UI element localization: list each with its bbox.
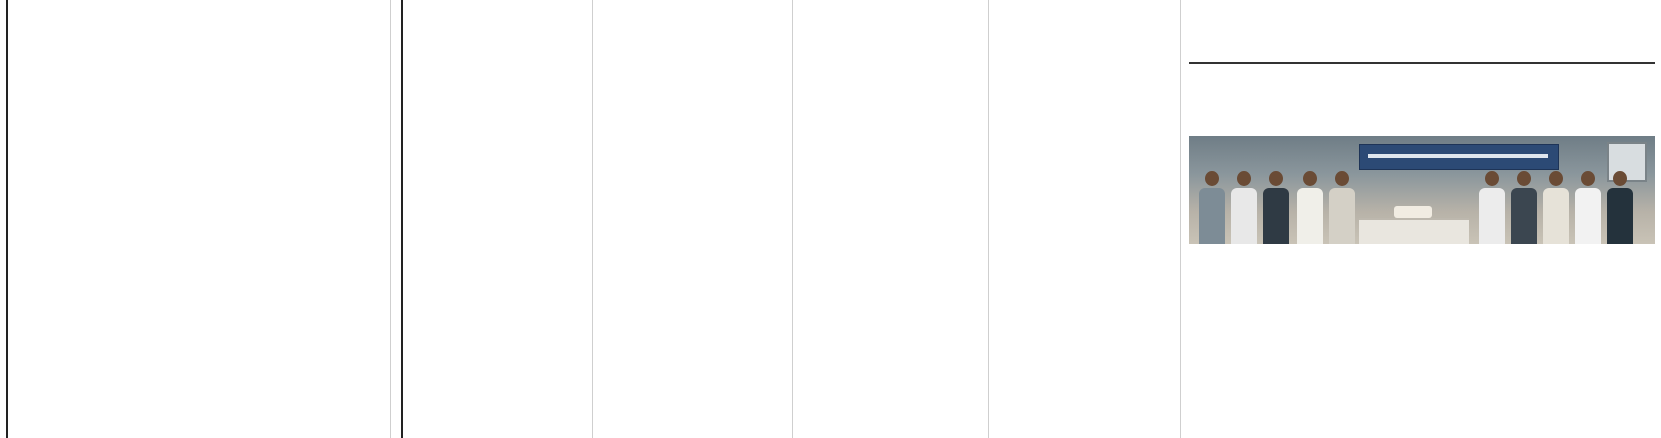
article-column-4 <box>994 2 1178 438</box>
photo-lamp <box>1394 206 1432 218</box>
column-divider <box>390 0 391 438</box>
madappadi-article <box>1183 0 1661 438</box>
phone-directory-box <box>6 0 403 438</box>
photo-banner <box>1359 144 1559 170</box>
column-divider <box>592 0 593 438</box>
article-column-1 <box>396 2 586 438</box>
photo-caption <box>1197 248 1655 438</box>
column-divider <box>1180 0 1181 438</box>
column-divider <box>792 0 793 438</box>
column-divider <box>988 0 989 438</box>
photo-table <box>1359 218 1469 244</box>
article-headline <box>1183 64 1661 68</box>
previous-article-tail <box>1183 0 1661 56</box>
event-photo <box>1189 136 1655 244</box>
article-column-2 <box>598 2 786 438</box>
article-column-3 <box>798 2 984 438</box>
